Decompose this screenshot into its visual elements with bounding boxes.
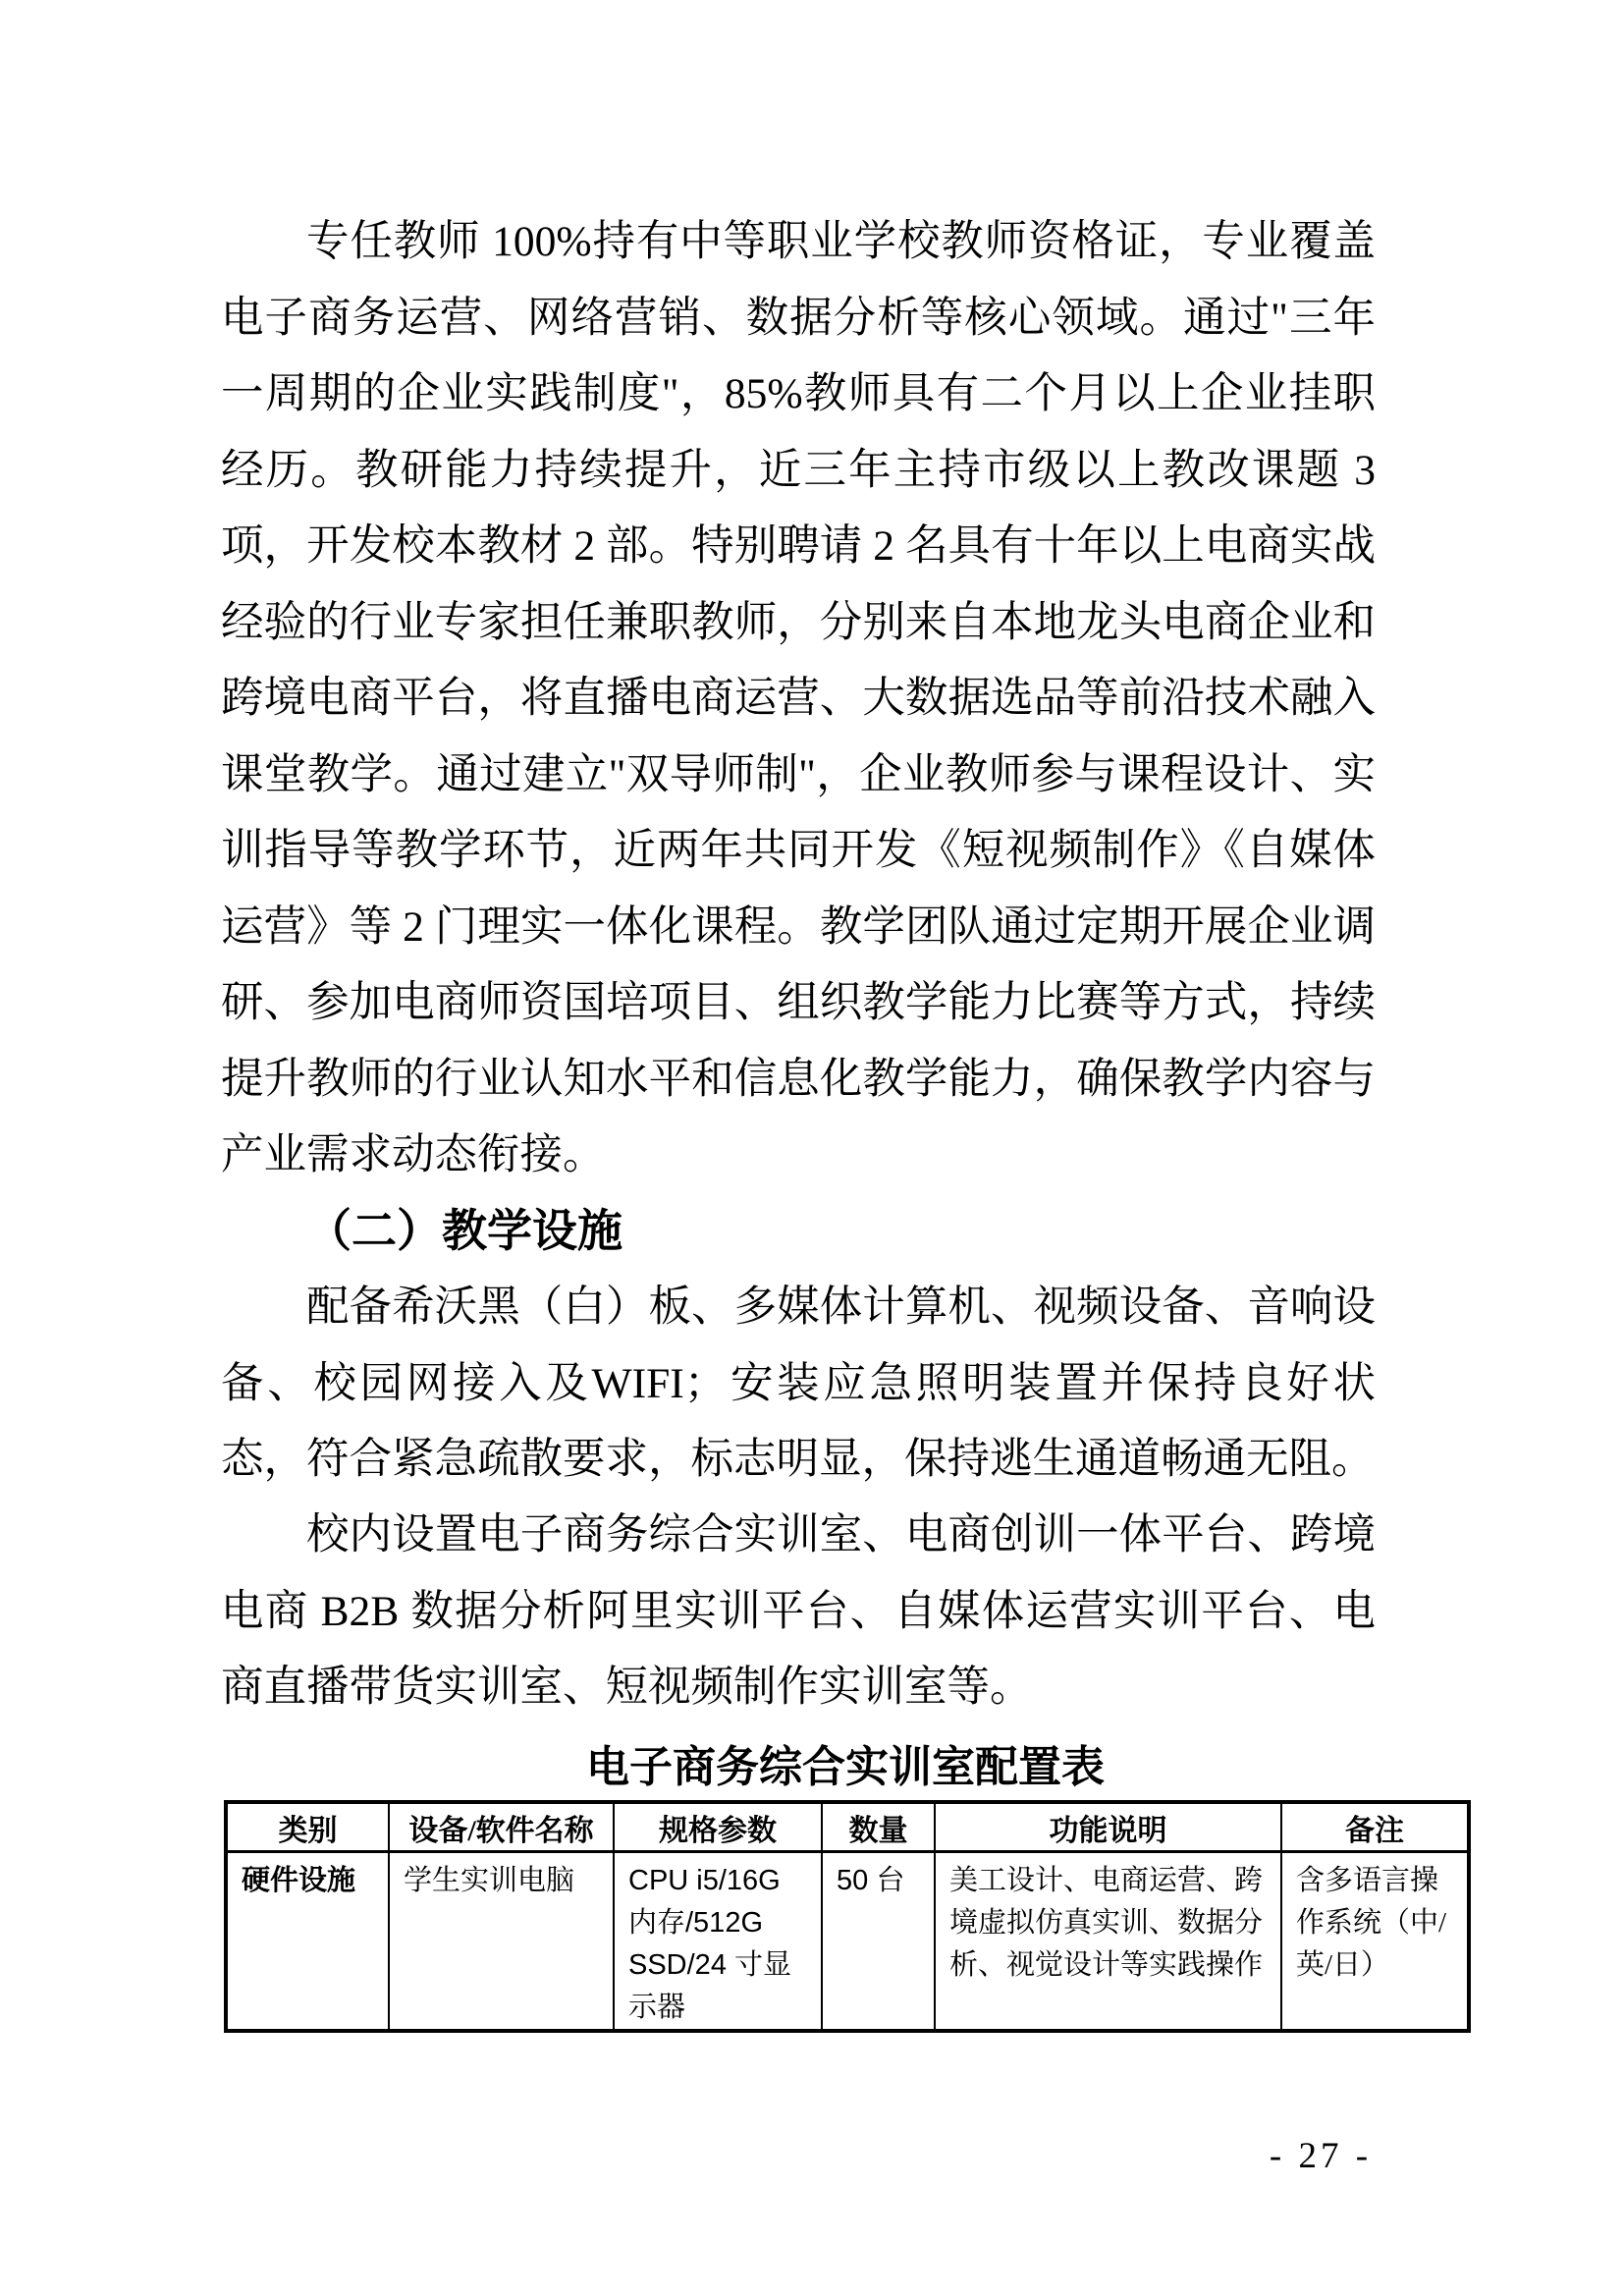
cell-spec: CPU i5/16G 内存/512G SSD/24 寸显示器 — [614, 1852, 822, 2032]
config-table-body — [226, 1852, 1469, 2032]
section-heading-teaching-facilities: （二）教学设施 — [306, 1206, 622, 1256]
cell-quantity: 50 台 — [822, 1852, 935, 2032]
table-header-name: 设备/软件名称 — [389, 1802, 614, 1852]
paragraph-training-rooms: 校内设置电子商务综合实训室、电商创训一体平台、跨境电商 B2B 数据分析阿里实训平台、自媒体运营实训平台、电商直播带货实训室、短视频制作实训室等。 — [221, 1511, 1376, 1711]
paragraph-equipment: 配备希沃黑（白）板、多媒体计算机、视频设备、音响设备、校园网接入及WIFI；安装应急照明装置并保持良好状态，符合紧急疏散要求，标志明显，保持逃生通道畅通无阻。 — [221, 1284, 1376, 1483]
table-header-quantity: 数量 — [822, 1802, 935, 1852]
cell-category: 硬件设施 — [226, 1852, 389, 2032]
cell-note: 含多语言操作系统（中/英/日） — [1281, 1852, 1469, 2032]
page-number: - 27 - — [1269, 2136, 1373, 2176]
cell-function: 美工设计、电商运营、跨境虚拟仿真实训、数据分析、视觉设计等实践操作 — [935, 1852, 1281, 2032]
table-header-spec: 规格参数 — [614, 1802, 822, 1852]
paragraph-training-rooms-block — [221, 1498, 1376, 1726]
table-header-row — [226, 1802, 1469, 1852]
paragraph-equipment-block — [221, 1270, 1376, 1499]
table-row — [226, 1852, 1469, 2032]
paragraph-faculty: 专任教师 100%持有中等职业学校教师资格证，专业覆盖电子商务运营、网络营销、数据分析等核心领域。通过"三年一周期的企业实践制度"，85%教师具有二个月以上企业挂职经历。教研能力持续提升，近三年主持市级以上教改课题 3 项，开发校本教材 2 部。特别聘请 2 名具有十年以上电商实战经验的行业专家担任兼职教师，分别来自本地龙头电商企业和跨境电商平台，将直播电商运营、大数据选品等前沿技术融入课堂教学。通过建立"双导师制"，企业教师参与课程设计、实训指导等教学环节，近两年共同开发《短视频制作》《自媒体运营》等 2 门理实一体化课程。教学团队通过定期开展企业调研、参加电商师资国培项目、组织教学能力比赛等方式，持续提升教师的行业认知水平和信息化教学能力，确保教学内容与产业需求动态衔接。 — [221, 218, 1376, 1178]
config-table-head — [226, 1802, 1469, 1852]
table-header-function: 功能说明 — [935, 1802, 1281, 1852]
paragraph-faculty-block — [221, 204, 1376, 1194]
config-table — [224, 1800, 1471, 2033]
table-header-note: 备注 — [1281, 1802, 1469, 1852]
table-header-category: 类别 — [226, 1802, 389, 1852]
section-heading-block — [221, 1193, 1376, 1270]
table-title: 电子商务综合实训室配置表 — [586, 1743, 1105, 1791]
cell-name: 学生实训电脑 — [389, 1852, 614, 2032]
